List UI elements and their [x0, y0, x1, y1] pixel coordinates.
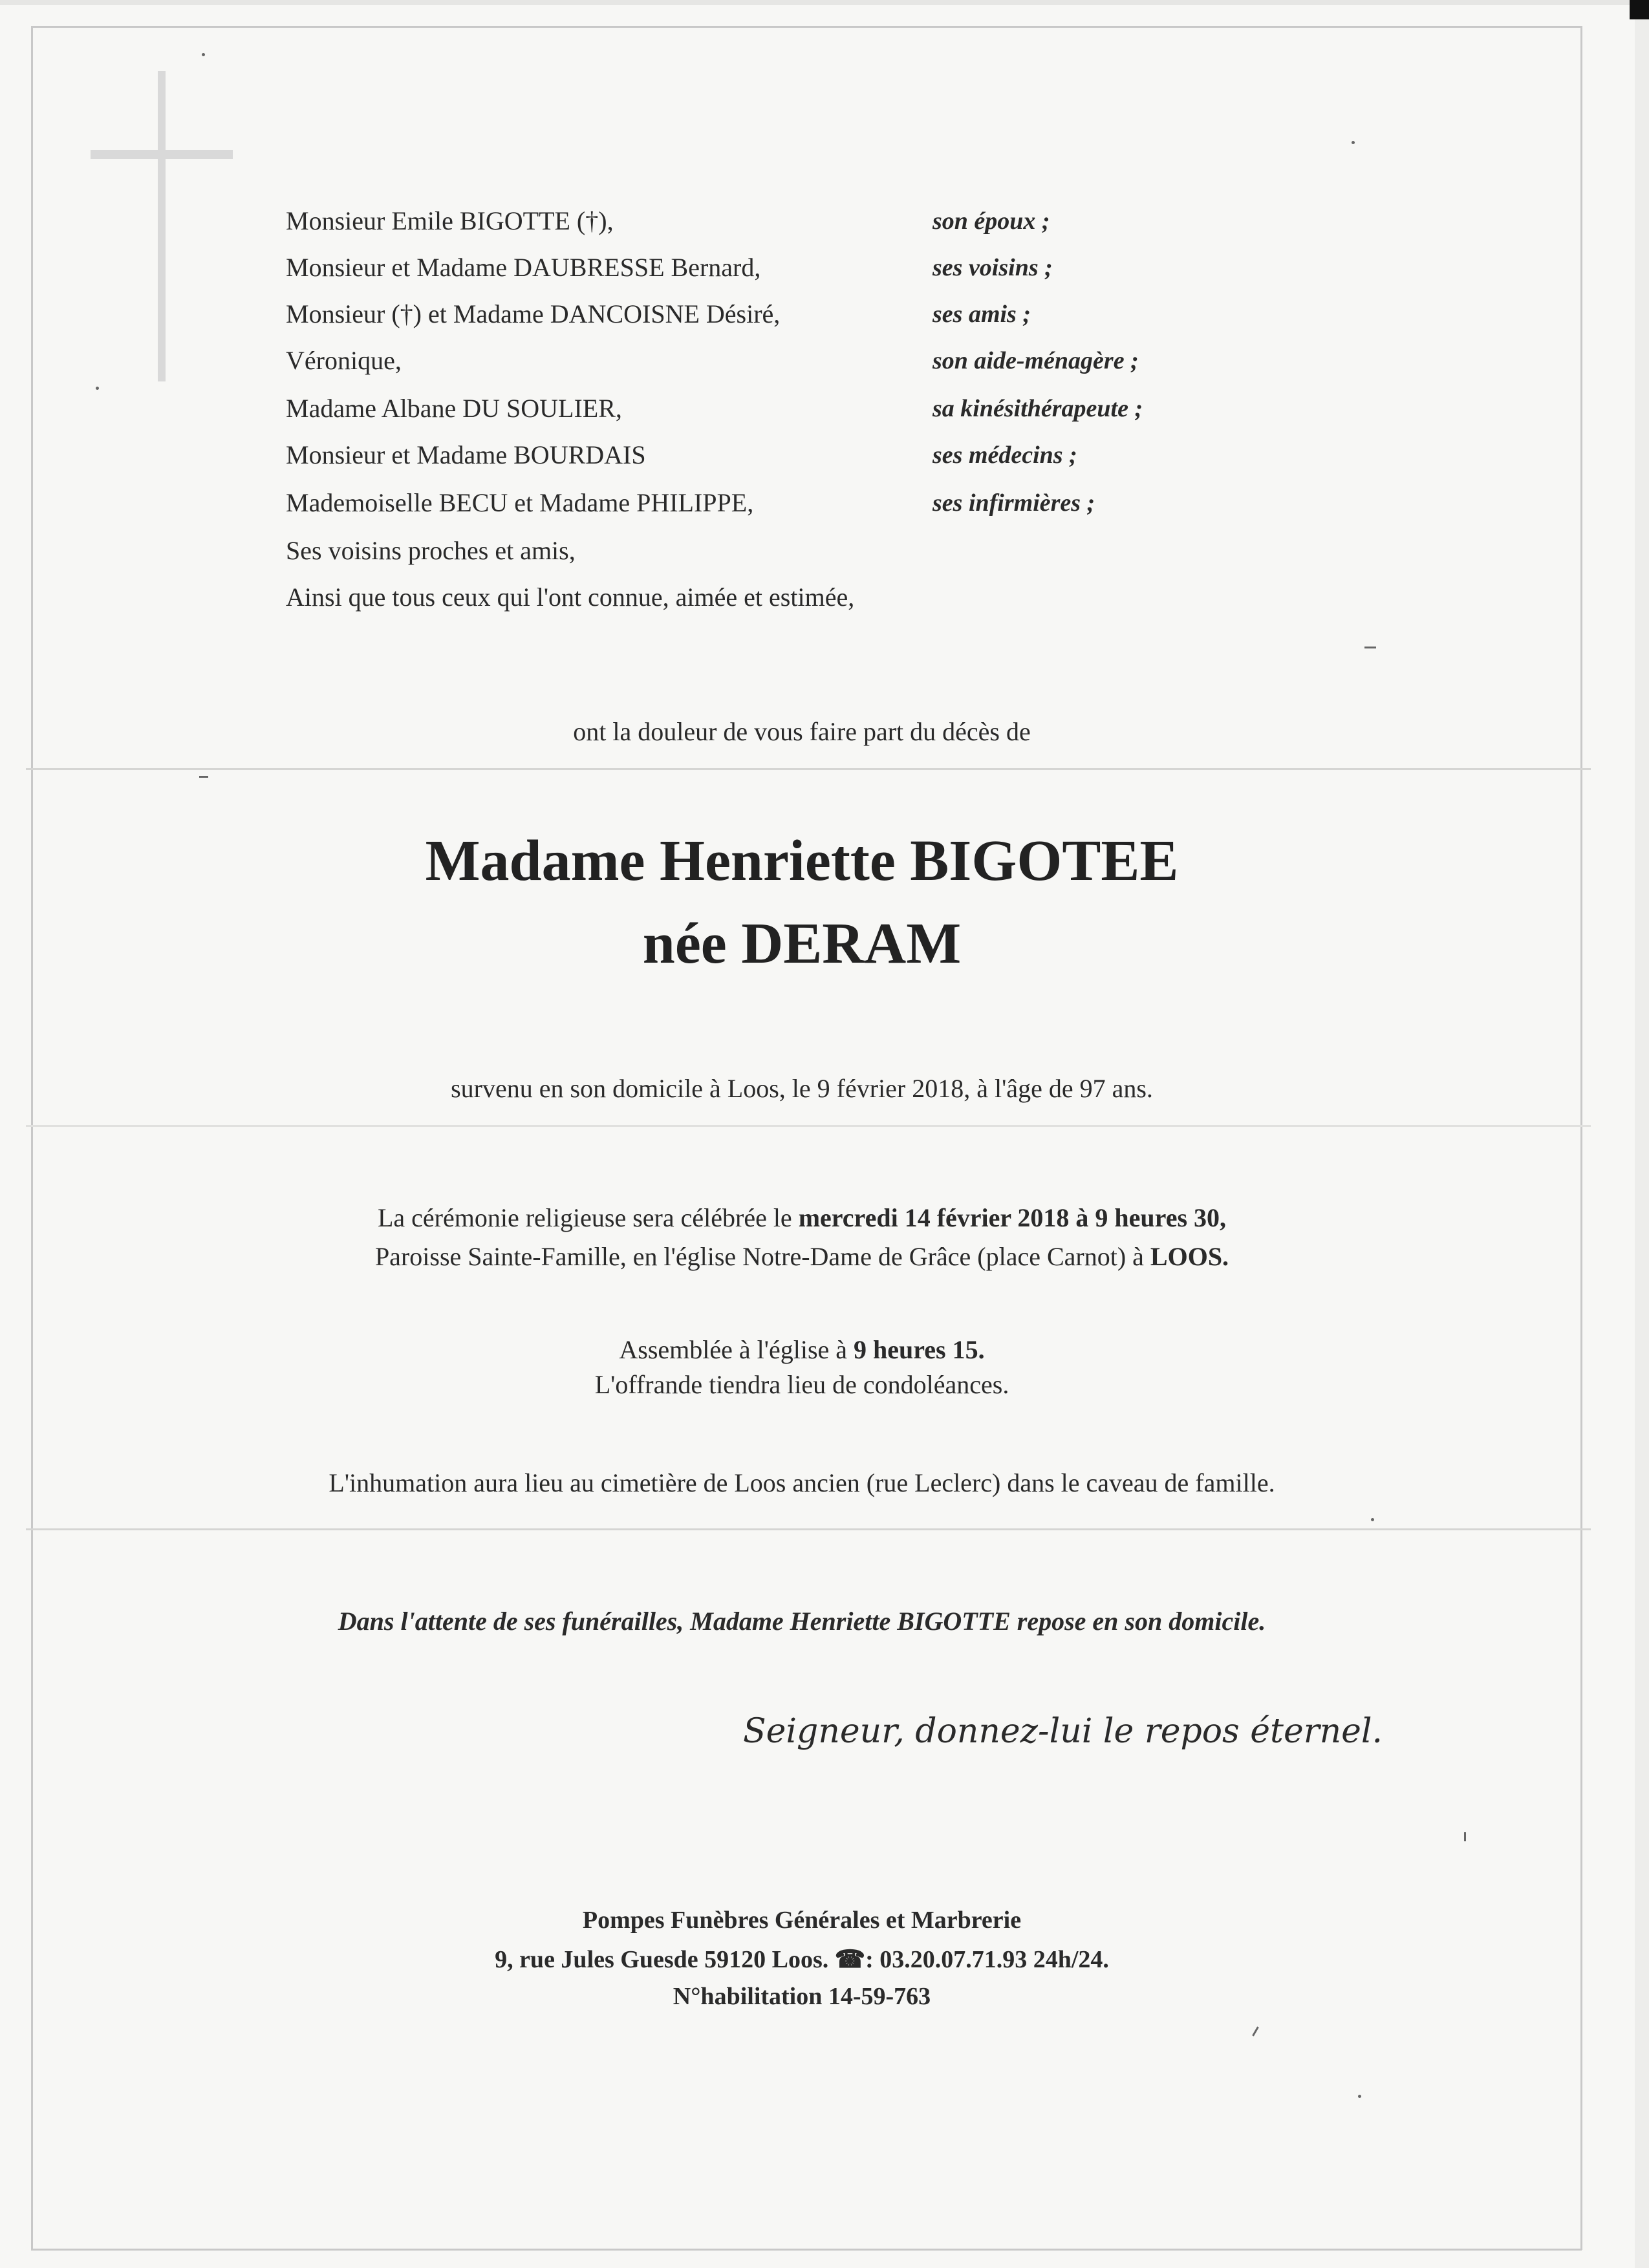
mourner-name: Ses voisins proches et amis,: [286, 536, 576, 565]
cross-horizontal: [91, 150, 233, 159]
mourner-name: Monsieur (†) et Madame DANCOISNE Désiré,: [286, 299, 781, 328]
prayer-line: Seigneur, donnez-lui le repos éternel.: [743, 1712, 1383, 1751]
ceremony-line-2: [0, 1241, 1604, 1272]
paper-edge-right: [1635, 0, 1649, 2268]
mourner-name: Véronique,: [286, 346, 402, 375]
border-top: [31, 26, 1582, 28]
assembly-time: 9 heures 15.: [854, 1335, 985, 1364]
deceased-maiden-name: née DERAM: [642, 912, 962, 976]
paper-speck: [1352, 141, 1355, 144]
funeral-home-name: Pompes Funèbres Générales et Marbrerie: [582, 1907, 1022, 1934]
mourner-relation: ses médecins ;: [932, 442, 1077, 469]
announcement-intro: ont la douleur de vous faire part du décès de: [573, 717, 1031, 746]
assembly-line-1: [0, 1334, 1604, 1365]
mourner-relation: sa kinésithérapeute ;: [932, 395, 1143, 422]
ceremony-town: LOOS.: [1150, 1242, 1229, 1271]
mourner-relation: ses infirmières ;: [932, 489, 1095, 517]
mourner-name: Mademoiselle BECU et Madame PHILIPPE,: [286, 488, 754, 517]
funeral-home-habilitation: N°habilitation 14-59-763: [673, 1983, 931, 2010]
fold-crease: [26, 1125, 1591, 1127]
mourner-relation: son aide-ménagère ;: [932, 347, 1139, 374]
cross-vertical: [158, 71, 166, 381]
paper-speck: [1464, 1832, 1466, 1841]
death-details: survenu en son domicile à Loos, le 9 février 2018, à l'âge de 97 ans.: [451, 1074, 1153, 1103]
corner-mark: [1630, 0, 1649, 19]
mourner-relation: ses amis ;: [932, 301, 1031, 328]
mourner-relation: ses voisins ;: [932, 254, 1053, 281]
paper-speck: [1252, 2026, 1259, 2036]
deceased-name: Madame Henriette BIGOTEE: [425, 829, 1179, 893]
ceremony-date: mercredi 14 février 2018 à 9 heures 30,: [798, 1203, 1227, 1232]
mourner-name: Monsieur et Madame BOURDAIS: [286, 440, 646, 469]
mourner-name: Madame Albane DU SOULIER,: [286, 394, 622, 423]
ceremony-text: La cérémonie religieuse sera célébrée le: [377, 1203, 799, 1232]
burial-details: L'inhumation aura lieu au cimetière de Loos ancien (rue Leclerc) dans le caveau de famille.: [329, 1468, 1275, 1497]
fold-crease: [26, 768, 1591, 770]
funeral-home-address: 9, rue Jules Guesde 59120 Loos. ☎: 03.20.07.71.93 24h/24.: [495, 1946, 1109, 1973]
paper-speck: [96, 387, 99, 390]
paper-speck: [202, 53, 205, 56]
ceremony-line-1: [0, 1203, 1604, 1233]
paper-edge-top: [0, 0, 1649, 5]
mourner-name: Monsieur et Madame DAUBRESSE Bernard,: [286, 253, 761, 282]
fold-crease: [26, 1528, 1591, 1530]
paper-speck: [1358, 2095, 1361, 2098]
offering-note: L'offrande tiendra lieu de condoléances.: [594, 1370, 1009, 1399]
repose-note: Dans l'attente de ses funérailles, Madame Henriette BIGOTTE repose en son domicile.: [338, 1607, 1266, 1636]
assembly-text: Assemblée à l'église à: [619, 1335, 854, 1364]
mourner-name: Monsieur Emile BIGOTTE (†),: [286, 206, 614, 235]
ceremony-place: Paroisse Sainte-Famille, en l'église Notre-Dame de Grâce (place Carnot) à: [374, 1242, 1150, 1271]
paper-speck: [1364, 647, 1376, 648]
mourner-relation: son époux ;: [932, 208, 1050, 235]
mourner-name: Ainsi que tous ceux qui l'ont connue, aimée et estimée,: [286, 583, 855, 612]
border-bottom: [31, 2249, 1582, 2251]
paper-speck: [199, 776, 208, 778]
paper-speck: [1371, 1518, 1374, 1521]
